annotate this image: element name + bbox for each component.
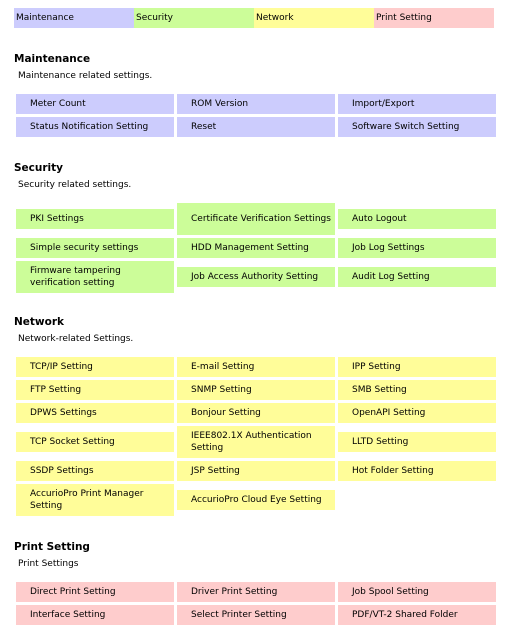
job-access-authority-setting-button[interactable]: Job Access Authority Setting [177, 267, 335, 287]
driver-print-setting-button[interactable]: Driver Print Setting [177, 582, 335, 602]
ieee8021x-authentication-setting-button[interactable]: IEEE802.1X Authentication Setting [177, 426, 335, 458]
openapi-setting-button[interactable]: OpenAPI Setting [338, 403, 496, 423]
section-tab-bar [14, 8, 494, 28]
ftp-setting-button[interactable]: FTP Setting [16, 380, 174, 400]
network-heading: Network [14, 316, 65, 328]
bonjour-setting-button[interactable]: Bonjour Setting [177, 403, 335, 423]
tab-network[interactable]: Network [254, 8, 374, 28]
network-section [14, 316, 500, 511]
rom-version-button[interactable]: ROM Version [177, 94, 335, 114]
tab-print-setting[interactable]: Print Setting [374, 8, 494, 28]
select-printer-setting-button[interactable]: Select Printer Setting [177, 605, 335, 625]
print-setting-heading: Print Setting [14, 541, 90, 553]
snmp-setting-button[interactable]: SNMP Setting [177, 380, 335, 400]
meter-count-button[interactable]: Meter Count [16, 94, 174, 114]
hot-folder-setting-button[interactable]: Hot Folder Setting [338, 461, 496, 481]
security-heading: Security [14, 162, 64, 174]
import-export-button[interactable]: Import/Export [338, 94, 496, 114]
maintenance-description: Maintenance related settings. [18, 71, 153, 81]
dpws-settings-button[interactable]: DPWS Settings [16, 403, 174, 423]
interface-setting-button[interactable]: Interface Setting [16, 605, 174, 625]
auto-logout-button[interactable]: Auto Logout [338, 209, 496, 229]
pki-settings-button[interactable]: PKI Settings [16, 209, 174, 229]
print-setting-description: Print Settings [18, 559, 79, 569]
smb-setting-button[interactable]: SMB Setting [338, 380, 496, 400]
accuriopro-cloud-eye-setting-button[interactable]: AccurioPro Cloud Eye Setting [177, 490, 335, 510]
security-section [14, 162, 500, 288]
hdd-management-setting-button[interactable]: HDD Management Setting [177, 238, 335, 258]
tcp-socket-setting-button[interactable]: TCP Socket Setting [16, 432, 174, 452]
firmware-tampering-verification-setting-button[interactable]: Firmware tampering verification setting [16, 261, 174, 293]
tcp-ip-setting-button[interactable]: TCP/IP Setting [16, 357, 174, 377]
maintenance-heading: Maintenance [14, 53, 91, 65]
e-mail-setting-button[interactable]: E-mail Setting [177, 357, 335, 377]
jsp-setting-button[interactable]: JSP Setting [177, 461, 335, 481]
direct-print-setting-button[interactable]: Direct Print Setting [16, 582, 174, 602]
maintenance-section [14, 53, 500, 132]
simple-security-settings-button[interactable]: Simple security settings [16, 238, 174, 258]
ssdp-settings-button[interactable]: SSDP Settings [16, 461, 174, 481]
print-setting-section [14, 541, 500, 620]
pdf-vt2-shared-folder-button[interactable]: PDF/VT-2 Shared Folder [338, 605, 496, 625]
ipp-setting-button[interactable]: IPP Setting [338, 357, 496, 377]
reset-button[interactable]: Reset [177, 117, 335, 137]
job-log-settings-button[interactable]: Job Log Settings [338, 238, 496, 258]
software-switch-setting-button[interactable]: Software Switch Setting [338, 117, 496, 137]
certificate-verification-settings-button[interactable]: Certificate Verification Settings [177, 203, 335, 235]
network-description: Network-related Settings. [18, 334, 134, 344]
job-spool-setting-button[interactable]: Job Spool Setting [338, 582, 496, 602]
tab-maintenance[interactable]: Maintenance [14, 8, 134, 28]
status-notification-setting-button[interactable]: Status Notification Setting [16, 117, 174, 137]
security-description: Security related settings. [18, 180, 132, 190]
lltd-setting-button[interactable]: LLTD Setting [338, 432, 496, 452]
audit-log-setting-button[interactable]: Audit Log Setting [338, 267, 496, 287]
accuriopro-print-manager-setting-button[interactable]: AccurioPro Print Manager Setting [16, 484, 174, 516]
tab-security[interactable]: Security [134, 8, 254, 28]
